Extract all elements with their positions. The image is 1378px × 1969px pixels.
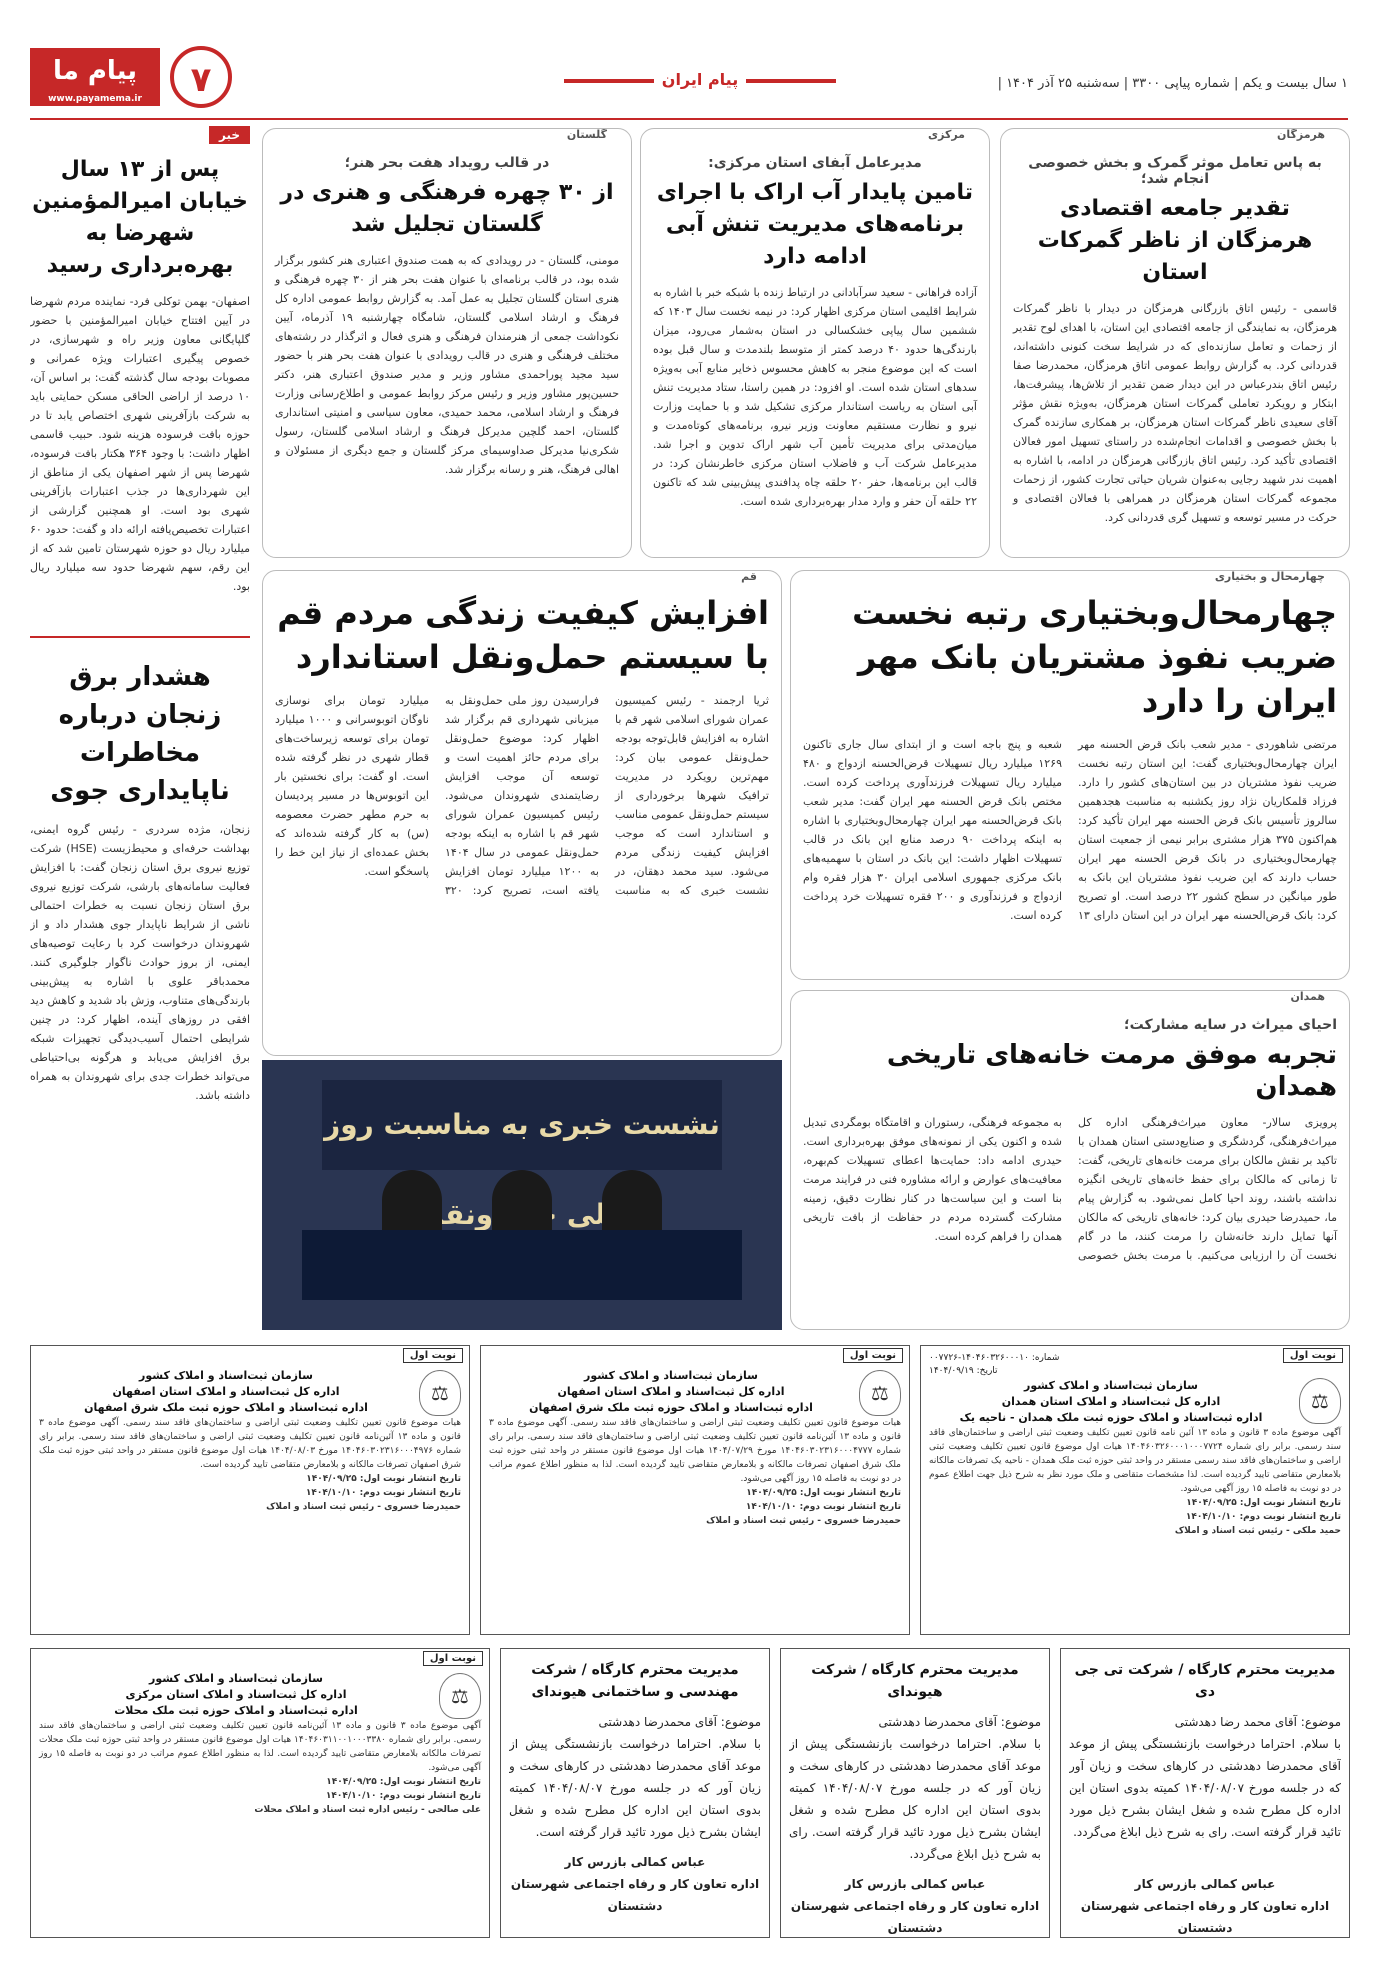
ad-office: اداره کل ثبت‌اسناد و املاک استان اصفهان: [112, 1385, 340, 1398]
ad-office: اداره کل ثبت‌اسناد و املاک استان همدان: [1001, 1395, 1221, 1408]
registry-emblem-icon: ⚖: [859, 1370, 901, 1416]
story-headline[interactable]: تامین پایدار آب اراک با اجرای برنامه‌های مدیریت تنش آبی ادامه دارد: [656, 180, 974, 269]
story-headline[interactable]: از ۳۰ چهره فرهنگی و هنری در گلستان تجلیل شد: [280, 180, 614, 237]
ad-sub: اداره ثبت‌اسناد و املاک حوزه ثبت ملک محلات: [114, 1704, 358, 1717]
ad-org: سازمان ثبت‌اسناد و املاک کشور: [139, 1369, 313, 1382]
page-number: ۷: [170, 46, 232, 108]
labor-notice-hyundai-eng: [500, 1648, 770, 1938]
story-headline[interactable]: تقدیر جامعه اقتصادی هرمزگان از ناظر گمرکات استان: [1037, 196, 1313, 285]
ad-badge: نوبت اول: [403, 1348, 463, 1363]
story-kicker: احیای میراث در سایه مشارکت؛: [1124, 1017, 1337, 1033]
notice-body: با سلام. احتراما درخواست بازنشستگی پیش از موعد آقای محمدرضا دهدشتی در کارهای سخت و زیان آور که در جلسه مورخ ۱۴۰۴/۰۸/۰۷ کمیته بدوی استان این اداره کل مطرح شده و شغل ایشان بشرح ذیل مورد تائید قرار گرفته است. رای به شرح ذیل ابلاغ می‌گردد.: [789, 1737, 1041, 1861]
press-conference-photo: [262, 1060, 782, 1330]
ad-sign: حمید ملکی - رئیس ثبت اسناد و املاک: [1174, 1526, 1341, 1536]
notice-title: مدیریت محترم کارگاه / شرکت مهندسی و ساختمانی هیوندای: [531, 1662, 739, 1700]
section-label: پیام ایران: [661, 70, 739, 89]
legal-ad-markazi: [30, 1648, 490, 1938]
section-dash-right: [564, 79, 654, 83]
notice-sign: عباس کمالی بازرس کار: [564, 1855, 706, 1869]
province-tag: گلستان: [561, 128, 613, 141]
notice-subject: موضوع: آقای محمدرضا دهدشتی: [598, 1715, 761, 1729]
story-body: مومنی، گلستان - در رویدادی که به همت صندوق اعتباری هنر کشور برگزار شده بود، در قالب برنامه‌ای با عنوان هفت بحر هنر از ۳۰ چهره فرهنگی و هنری استان گلستان تجلیل به عمل آمد. به گزارش روابط عمومی اداره کل فرهنگ و ارشاد اسلامی گلستان، شامگاه چهارشنبه ۱۹ آذرماه، آیین نکوداشت جمعی از هنرمندان فرهنگی و هنری فعال و اثرگذار در رشته‌های مختلف فرهنگی و هنری در قالب رویدادی با عنوان هفت بحر هنر با حضور سید مجید پوراحمدی مشاور وزیر و مدیر صندوق اعتباری هنر، دکتر حسین‌پور مشاور وزیر و رئیس مرکز روابط عمومی و اطلاع‌رسانی وزارت فرهنگ و ارشاد اسلامی، محمد حمیدی، معاون سیاسی و امنیتی استانداری گلستان، احمد گلچین مدیرکل فرهنگ و ارشاد اسلامی گلستان، رسول شکری‌نیا مدیرکل صداوسیمای مرکز گلستان و جمع دیگری از مسئولان و اهالی فرهنگ، هنر و رسانه برگزار شد.: [275, 254, 619, 476]
registry-emblem-icon: ⚖: [1299, 1378, 1341, 1424]
story-kicker: مدیرعامل آبفای استان مرکزی:: [708, 155, 922, 171]
ad-badge: نوبت اول: [1283, 1348, 1343, 1363]
sidebar-divider: [30, 636, 250, 638]
ad-date2: تاریخ انتشار نوبت دوم: ۱۴۰۴/۱۰/۱۰: [325, 1791, 481, 1801]
ad-office: اداره کل ثبت‌اسناد و املاک استان مرکزی: [125, 1688, 347, 1701]
logo-text: پیام ما: [52, 56, 138, 86]
ad-body: آگهی موضوع ماده ۳ قانون و ماده ۱۳ آئین نامه قانون تعیین تکلیف وضعیت ثبتی اراضی و ساختمان‌های فاقد سند رسمی. برابر رای شماره ۱۴۰۴۶۰۳۲۶۰۰۰۱۰۰۰۷۷۲۴ هیات اول موضوع قانون تعیین تکلیف وضعیت ثبتی اراضی و ساختمان‌های فاقد سند رسمی مستقر در واحد ثبتی حوزه ثبت ملک همدان - ناحیه یک تصرفات مالکانه بلامعارض متقاضی تایید گردیده است. لذا مشخصات متقاضی و ملک مورد نظر به شرح ذیل جهت اطلاع عموم در دو نوبت به فاصله ۱۵ روز آگهی می‌شود.: [929, 1428, 1342, 1494]
ad-badge: نوبت اول: [843, 1348, 903, 1363]
ad-sign: حمیدرضا خسروی - رئیس ثبت اسناد و املاک: [706, 1516, 901, 1526]
province-tag: مرکزی: [922, 128, 971, 141]
photo-banner: نشست خبری به مناسبت روز ملی حمل‌ونقل: [322, 1080, 722, 1170]
notice-sign: عباس کمالی بازرس کار: [1134, 1877, 1276, 1891]
ad-date2: تاریخ انتشار نوبت دوم: ۱۴۰۴/۱۰/۱۰: [745, 1502, 901, 1512]
ad-sub: اداره ثبت‌اسناد و املاک حوزه ثبت ملک شرق اصفهان: [529, 1401, 813, 1414]
story-markazi: [640, 128, 990, 558]
section-title: [550, 70, 850, 92]
legal-ad-isfahan-1: [480, 1345, 910, 1635]
ad-org: سازمان ثبت‌اسناد و املاک کشور: [149, 1672, 323, 1685]
photo-table: [302, 1230, 742, 1300]
ad-body: هیات موضوع قانون تعیین تکلیف وضعیت ثبتی اراضی و ساختمان‌های فاقد سند رسمی. آگهی موضوع ماده ۳ قانون و ماده ۱۳ آئین‌نامه قانون تعیین تکلیف وضعیت ثبتی اراضی و ساختمان‌های فاقد سند رسمی. برابر رای شماره ۱۴۰۴۶۰۳۰۲۳۱۶۰۰۰۴۹۷۶ مورخ ۱۴۰۴/۰۸/۰۳ هیات اول موضوع قانون مستقر در واحد ثبتی حوزه ثبت ملک شرق اصفهان تصرفات مالکانه و بلامعارض متقاضی تایید گردیده است.: [39, 1418, 461, 1470]
notice-subject: موضوع: آقای محمد رضا دهدشتی: [1174, 1715, 1341, 1729]
sidebar-story2-headline[interactable]: هشدار برق زنجان درباره مخاطرات ناپایداری جوی: [50, 662, 230, 806]
story-headline[interactable]: چهارمحال‌وبختیاری رتبه نخست ضریب نفوذ مشتریان بانک مهر ایران را دارد: [852, 594, 1337, 720]
notice-body: با سلام. احتراما درخواست بازنشستگی پیش از موعد آقای محمدرضا دهدشتی در کارهای سخت و زیان آور که در جلسه مورخ ۱۴۰۴/۰۸/۰۷ کمیته بدوی استان این اداره کل مطرح شده و شغل ایشان بشرح ذیل مورد تائید قرار گرفته است.: [509, 1737, 761, 1839]
story-body: قاسمی - رئیس اتاق بازرگانی هرمزگان در دیدار با ناظر گمرکات هرمزگان، به نمایندگی از جامعه اقتصادی این استان، با اهدای لوح تقدیر از زحمات و تعامل سازنده‌ای که در شرایط سخت کنونی داشته‌اند، قدردانی کرد. به گزارش روابط عمومی اتاق هرمزگان، محمدرضا صفا رئیس اتاق بندرعباس در این دیدار ضمن تقدیر از تلاش‌ها، پیشرفت‌ها، ابتکار و رویکرد تعاملی گمرکات استان هرمزگان، به‌ویژه نقش مؤثر آقای سعیدی ناظر گمرکات استان هرمزگان، بر همکاری سازنده گمرک با بخش خصوصی و اقدامات انجام‌شده در راستای تسهیل امور فعالان اقتصادی تأکید کرد. رئیس اتاق بازرگانی هرمزگان در ادامه، با اشاره به اهمیت ندر شهید رجایی به‌عنوان شریان حیاتی تجارت کشور، از زحمات مجموعه گمرکات استان هرمزگان در همراهی با فعالان اقتصادی و حرکت در مسیر توسعه و تسهیل گری قدردانی کرد.: [1013, 302, 1337, 524]
sidebar-story2-body: زنجان، مژده سردری - رئیس گروه ایمنی، بهداشت حرفه‌ای و محیط‌زیست (HSE) شرکت توزیع نیروی برق استان زنجان گفت: با افزایش فعالیت سامانه‌های بارشی، شرکت توزیع نیروی برق استان زنجان نسبت به خطرات احتمالی ناشی از شرایط ناپایدار جوی هشدار داد و از شهروندان درخواست کرد با رعایت توصیه‌های ایمنی، از بروز حوادث ناگوار جلوگیری کنند. محمدباقر علوی با اشاره به پیش‌بینی بارندگی‌های متناوب، وزش باد شدید و کاهش دید افقی در روزهای آینده، اظهار کرد: در چنین شرایطی احتمال آسیب‌دیدگی تجهیزات شبکه برق افزایش می‌یابد و هرگونه بی‌احتیاطی می‌تواند خطرات جدی برای شهروندان به همراه داشته باشد.: [30, 823, 250, 1102]
province-tag: هرمزگان: [1271, 128, 1331, 141]
notice-title: مدیریت محترم کارگاه / شرکت تی جی دی: [1074, 1662, 1336, 1700]
newspaper-logo[interactable]: [30, 48, 160, 106]
sidebar-story1-body: اصفهان- بهمن توکلی فرد- نماینده مردم شهرضا در آیین افتتاح خیابان امیرالمؤمنین با حضور گلپایگانی معاون وزیر راه و شهرسازی، در خصوص پیگیری اعتبارات ویژه عمرانی و مصوبات بودجه سال گذشته گفت: بر اساس آن، ۱۰ درصد از اراضی الحاقی مسکن حمایتی باید به شرکت بازآفرینی شهری اختصاص یابد تا در حوزه بافت فرسوده هزینه شود. حبیب قاسمی اظهار داشت: با وجود ۳۶۴ هکتار بافت فرسوده، شهرضا پس از شهر اصفهان یکی از مناطق از این شهرداری‌ها در جذب اعتبارات بازآفرینی شهری بود است. او همچنین گزارشی از اعتبارات تخصیص‌یافته ارائه داد و گفت: حدود ۶۰ میلیارد ریال دو حوزه شهرستان تامین شد که از این رقم، سهم شهرضا حدود سه میلیارد ریال بود.: [30, 295, 250, 593]
story-body: ثریا ارجمند - رئیس کمیسیون عمران شورای اسلامی شهر قم با اشاره به افزایش قابل‌توجه بودجه حمل‌ونقل عمومی بیان کرد: مهم‌ترین رویکرد در مدیریت ترافیک شهرها برخورداری از سیستم حمل‌ونقل عمومی مناسب و استاندارد است که موجب افزایش کیفیت زندگی مردم می‌شود. سید محمد دهقان، در نشست خبری که به مناسبت فرارسیدن روز ملی حمل‌ونقل به میزبانی شهرداری قم برگزار شد اظهار کرد: موضوع حمل‌ونقل برای مردم حائز اهمیت است و توسعه آن موجب افزایش رضایتمندی شهروندان می‌شود. رئیس کمیسیون عمران شورای شهر قم با اشاره به اینکه بودجه حمل‌ونقل عمومی در سال ۱۴۰۴ به ۱۲۰۰ میلیارد تومان افزایش یافته است، تصریح کرد: ۳۲۰ میلیارد تومان برای نوسازی ناوگان اتوبوسرانی و ۱۰۰۰ میلیارد تومان برای توسعه زیرساخت‌های قطار شهری در نظر گرفته شده است. او گفت: برای نخستین بار این اتوبوس‌ها در مسیر پردیسان به حرم مطهر حضرت معصومه (س) به کار گرفته شده‌اند که بخش عمده‌ای از نیاز این خط را پاسخگو است.: [275, 694, 769, 897]
ad-date2: تاریخ انتشار نوبت دوم: ۱۴۰۴/۱۰/۱۰: [305, 1488, 461, 1498]
ad-date1: تاریخ انتشار نوبت اول: ۱۴۰۴/۰۹/۲۵: [306, 1474, 461, 1484]
masthead: [30, 40, 1348, 120]
ad-number: شماره: ۱۴۰۴۶۰۳۲۶۰۰۰۱۰-۰۰۷۷۲۶: [929, 1353, 1060, 1363]
ad-org: سازمان ثبت‌اسناد و املاک کشور: [1024, 1379, 1198, 1392]
notice-body: با سلام. احتراما درخواست بازنشستگی پیش از موعد آقای محمدرضا دهدشتی در کارهای سخت و زیان آور که در جلسه مورخ ۱۴۰۴/۰۸/۰۷ کمیته بدوی استان این اداره کل مطرح شده و شغل ایشان بشرح ذیل مورد تائید قرار گرفته است. رای به شرح ذیل ابلاغ می‌گردد.: [1069, 1737, 1341, 1839]
registry-emblem-icon: ⚖: [439, 1673, 481, 1719]
sidebar-label: خبر: [209, 126, 250, 144]
registry-emblem-icon: ⚖: [419, 1370, 461, 1416]
story-body: مرتضی شاهوردی - مدیر شعب بانک قرض الحسنه مهر ایران چهارمحال‌وبختیاری گفت: این استان رتبه نخست ضریب نفوذ مشتریان در بین استان‌های کشور را دارد. فرزاد قلمکاریان نژاد روز یکشنبه به مناسبت هجدهمین سالروز تأسیس بانک قرض الحسنه مهر ایران تأکید کرد: هم‌اکنون ۳۷۵ هزار مشتری برابر نیمی از جمعیت استان چهارمحال‌وبختیاری در بانک قرض الحسنه مهر ایران حساب دارند که این ضریب نفوذ مشتریان این بانک به طور میانگین در سطح کشور ۲۲ درصد است. او تصریح کرد: بانک قرض‌الحسنه مهر ایران در این استان دارای ۱۳ شعبه و پنج باجه است و از ابتدای سال جاری تاکنون ۱۲۶۹ میلیارد ریال تسهیلات قرض‌الحسنه ازدواج و ۴۸۰ میلیارد ریال تسهیلات فرزندآوری پرداخت کرده است. مختص بانک قرض الحسنه مهر ایران گفت: مدیر شعب بانک قرض‌الحسنه مهر ایران چهارمحال‌وبختیاری با اشاره به اینکه پرداخت ۹۰ درصد منابع این بانک در قالب تسهیلات اظهار داشت: این بانک در استان با سهمیه‌های بانک مرکزی جمهوری اسلامی ایران ۳۰ هزار فقره وام ازدواج و فرزندآوری و ۲۰۰ فقره تسهیلات خرد پرداخت کرده است.: [803, 738, 1337, 922]
sidebar-story1-headline[interactable]: پس از ۱۳ سال خیابان امیرالمؤمنین شهرضا به بهره‌برداری رسید: [32, 157, 248, 278]
ad-body: هیات موضوع قانون تعیین تکلیف وضعیت ثبتی اراضی و ساختمان‌های فاقد سند رسمی. آگهی موضوع ماده ۳ قانون و ماده ۱۳ آئین‌نامه قانون تعیین تکلیف وضعیت ثبتی اراضی و ساختمان‌های فاقد سند رسمی. برابر رای شماره ۱۴۰۴۶۰۳۰۲۳۱۶۰۰۰۴۷۷۷ مورخ ۱۴۰۴/۰۷/۲۹ هیات اول موضوع قانون مستقر در واحد ثبتی حوزه ثبت ملک شرق اصفهان تصرفات مالکانه و بلامعارض متقاضی تایید گردیده است. لذا به منظور اطلاع عموم مراتب در دو نوبت به فاصله ۱۵ روز آگهی می‌شود.: [489, 1418, 901, 1484]
story-kicker: در قالب رویداد هفت بحر هنر؛: [344, 155, 550, 171]
ad-sign: علی صالحی - رئیس اداره ثبت اسناد و املاک محلات: [254, 1805, 481, 1815]
section-dash-left: [746, 79, 836, 83]
ad-sub: اداره ثبت‌اسناد و املاک حوزه ثبت ملک همدان - ناحیه یک: [959, 1411, 1263, 1424]
notice-sign-org: اداره تعاون کار و رفاه اجتماعی شهرستان دشتستان: [790, 1899, 1040, 1935]
notice-sign: عباس کمالی بازرس کار: [844, 1877, 986, 1891]
notice-subject: موضوع: آقای محمدرضا دهدشتی: [878, 1715, 1041, 1729]
legal-ad-hamedan: [920, 1345, 1350, 1635]
logo-url: www.payamema.ir: [48, 94, 142, 104]
story-hamedan: [790, 990, 1350, 1330]
story-kicker: به پاس تعامل موثر گمرک و بخش خصوصی انجام شد؛: [1028, 155, 1322, 187]
ad-date: تاریخ: ۱۴۰۴/۰۹/۱۹: [929, 1366, 998, 1376]
story-golestan: [262, 128, 632, 558]
labor-notice-hyundai: [780, 1648, 1050, 1938]
story-hormozgan: [1000, 128, 1350, 558]
story-bakhtiari: [790, 570, 1350, 980]
story-body: آزاده فراهانی - سعید سرآبادانی در ارتباط زنده با شبکه خبر با اشاره به شرایط اقلیمی استان مرکزی اظهار کرد: در نیمه نخست سال ۱۴۰۳ که ششمین سال پیاپی خشکسالی در استان به‌شمار می‌رود، میزان بارندگی‌ها حدود ۴۰ درصد کمتر از متوسط بلندمدت و سال قبل بوده است که این موضوع منجر به کاهش محسوس ذخایر منابع آبی به‌ویژه سدهای استان شده است. او افزود: در همین راستا، ستاد مدیریت تنش آبی استان به ریاست استاندار مرکزی تشکیل شد و با حمایت وزارت نیرو و نظارت مستقیم معاونت وزیر نیرو، برنامه‌های کوتاه‌مدت و میان‌مدتی برای مدیریت تأمین آب شهر اراک تدوین و اجرا شد. مدیرعامل شرکت آب و فاضلاب استان مرکزی خاطرنشان کرد: در قالب این برنامه‌ها، حفر ۲۰ حلقه چاه پدافندی پیش‌بینی شد که تاکنون ۲۲ حلقه آن حفر و وارد مدار بهره‌برداری شده است.: [653, 286, 978, 508]
story-headline[interactable]: تجربه موفق مرمت خانه‌های تاریخی همدان: [886, 1040, 1337, 1102]
province-tag: قم: [735, 570, 763, 583]
ad-date1: تاریخ انتشار نوبت اول: ۱۴۰۴/۰۹/۲۵: [1186, 1498, 1341, 1508]
ad-org: سازمان ثبت‌اسناد و املاک کشور: [584, 1369, 758, 1382]
ad-office: اداره کل ثبت‌اسناد و املاک استان اصفهان: [557, 1385, 785, 1398]
legal-ad-isfahan-2: [30, 1345, 470, 1635]
story-qom: [262, 570, 782, 1056]
province-tag: همدان: [1284, 990, 1331, 1003]
province-tag: چهارمحال و بختیاری: [1209, 570, 1331, 583]
story-headline[interactable]: افزایش کیفیت زندگی مردم قم با سیستم حمل‌ونقل استاندارد: [277, 594, 769, 676]
story-body: پرویزی سالار- معاون میراث‌فرهنگی اداره کل میراث‌فرهنگی، گردشگری و صنایع‌دستی استان همدان با تاکید بر نقش مالکان برای مرمت خانه‌های تاریخی، گفت: تا زمانی که مالکان برای حفظ خانه‌های تاریخی انگیزه نداشته باشند، روند احیا کامل نمی‌شود. به گزارش پیام ما، حمیدرضا حیدری بیان کرد: خانه‌های تاریخی که مالکان آنها تمایل دارند خانه‌شان را مرمت کنند، ما در گام نخست آن را ارزیابی می‌کنیم. با مرمت بخش خصوصی به مجموعه فرهنگی، رستوران و اقامتگاه بومگردی تبدیل شده و اکنون یکی از نمونه‌های موفق بهره‌برداری است. حیدری ادامه داد: حمایت‌ها اعطای تسهیلات کم‌بهره، معافیت‌های عوارض و ارائه مشاوره فنی در فرایند مرمت بنا است و این سیاست‌ها در کنار نظارت دقیق، زمینه مشارکت گسترده مردم در حفاظت از بافت تاریخی همدان را فراهم کرده است.: [803, 1116, 1337, 1262]
ad-date1: تاریخ انتشار نوبت اول: ۱۴۰۴/۰۹/۲۵: [746, 1488, 901, 1498]
ad-body: آگهی موضوع ماده ۳ قانون و ماده ۱۳ آئین‌نامه قانون تعیین تکلیف وضعیت ثبتی اراضی و ساختمان‌های فاقد سند رسمی. برابر رای شماره ۱۴۰۴۶۰۳۱۱۰۰۱۰۰۰۳۳۸۰ هیات اول موضوع قانون مستقر در واحد ثبتی حوزه ثبت ملک محلات تصرفات مالکانه بلامعارض متقاضی تایید گردیده است. لذا به منظور اطلاع عموم مراتب در دو نوبت به فاصله ۱۵ روز آگهی می‌شود.: [39, 1721, 482, 1773]
ad-sign: حمیدرضا خسروی - رئیس ثبت اسناد و املاک: [266, 1502, 461, 1512]
notice-sign-org: اداره تعاون کار و رفاه اجتماعی شهرستان دشتستان: [1080, 1899, 1330, 1935]
ad-sub: اداره ثبت‌اسناد و املاک حوزه ثبت ملک شرق اصفهان: [84, 1401, 368, 1414]
ad-date1: تاریخ انتشار نوبت اول: ۱۴۰۴/۰۹/۲۵: [326, 1777, 481, 1787]
ad-badge: نوبت اول: [423, 1651, 483, 1666]
sidebar: [30, 124, 250, 1324]
notice-title: مدیریت محترم کارگاه / شرکت هیوندای: [811, 1662, 1019, 1700]
notice-sign-org: اداره تعاون کار و رفاه اجتماعی شهرستان دشتستان: [510, 1877, 760, 1913]
ad-date2: تاریخ انتشار نوبت دوم: ۱۴۰۴/۱۰/۱۰: [1185, 1512, 1341, 1522]
issue-line: ۱ سال بیست و یکم | شماره پیاپی ۳۳۰۰ | سه‌شنبه ۲۵ آذر ۱۴۰۴ |: [997, 76, 1348, 91]
labor-notice-tgd: [1060, 1648, 1350, 1938]
